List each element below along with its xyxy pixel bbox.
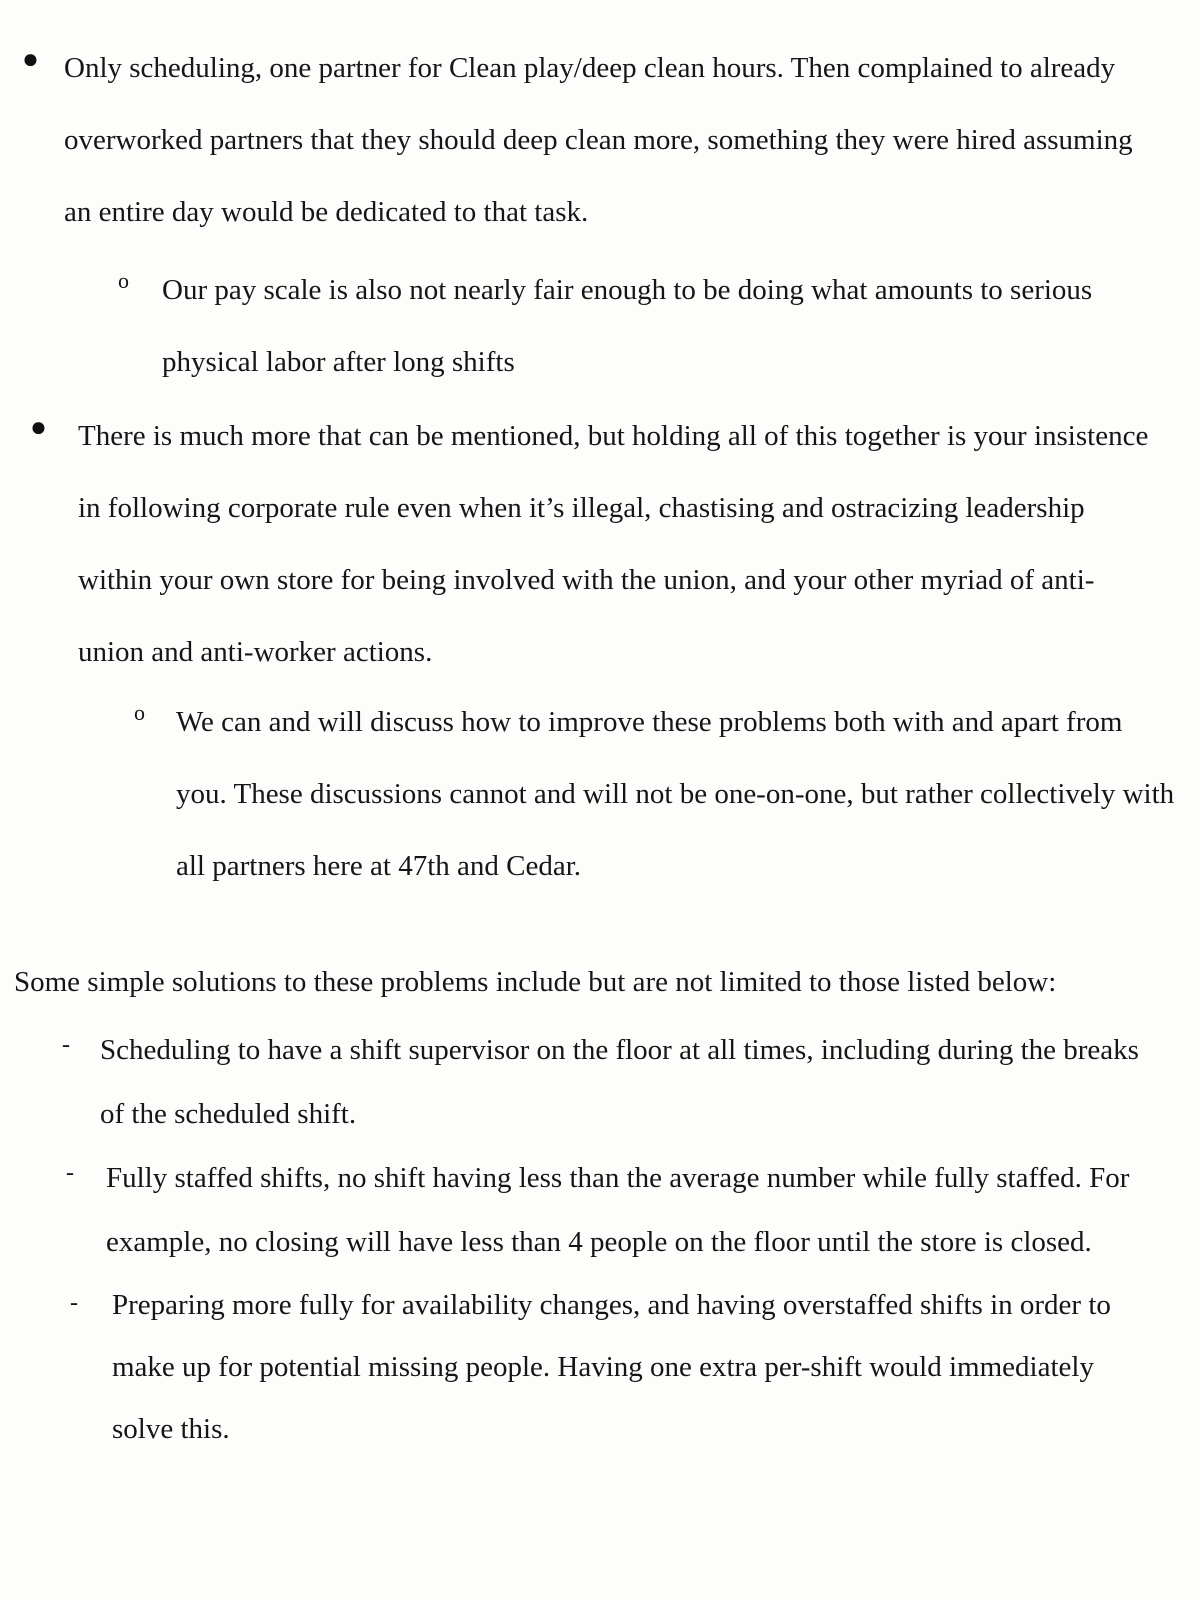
bullet-dot-icon: ● [30,412,47,443]
bullet-item-much-more: There is much more that can be mentioned, but holding all of this together is your insistence in following corporate rule even when it’s illegal, chastising and ostracizing leadership within your own store for being involved with the union, and your other myriad of anti-union and anti-worker actions. [78,420,1149,668]
solutions-intro: Some simple solutions to these problems include but are not limited to those listed below: [14,966,1057,998]
bullet-dot-icon: ● [22,44,39,75]
solution-item-staffed: Fully staffed shifts, no shift having less than the average number while fully staffed. For example, no closing will have less than 4 people on the floor until the store is closed. [106,1162,1130,1258]
solution-item-availability: Preparing more fully for availability changes, and having overstaffed shifts in order to make up for potential missing people. Having one extra per-shift would immediately solve this. [112,1289,1111,1445]
bullet-circle-icon: o [118,268,129,293]
sub-item-discuss: We can and will discuss how to improve these problems both with and apart from you. These discussions cannot and will not be one-on-one, but rather collectively with all partners here at 47th and Cedar. [176,706,1175,882]
bullet-item-clean-play: Only scheduling, one partner for Clean play/deep clean hours. Then complained to already overworked partners that they should deep clean more, something they were hired assuming an entire day would be dedicated to that task. [64,52,1133,228]
sub-item-pay-scale: Our pay scale is also not nearly fair enough to be doing what amounts to serious physical labor after long shifts [162,274,1093,378]
dash-marker-icon: - [66,1160,74,1186]
bullet-circle-icon: o [134,700,145,725]
dash-marker-icon: - [70,1290,78,1316]
dash-marker-icon: - [62,1032,70,1058]
solution-item-supervisor: Scheduling to have a shift supervisor on the floor at all times, including during the breaks of the scheduled shift. [100,1034,1139,1130]
